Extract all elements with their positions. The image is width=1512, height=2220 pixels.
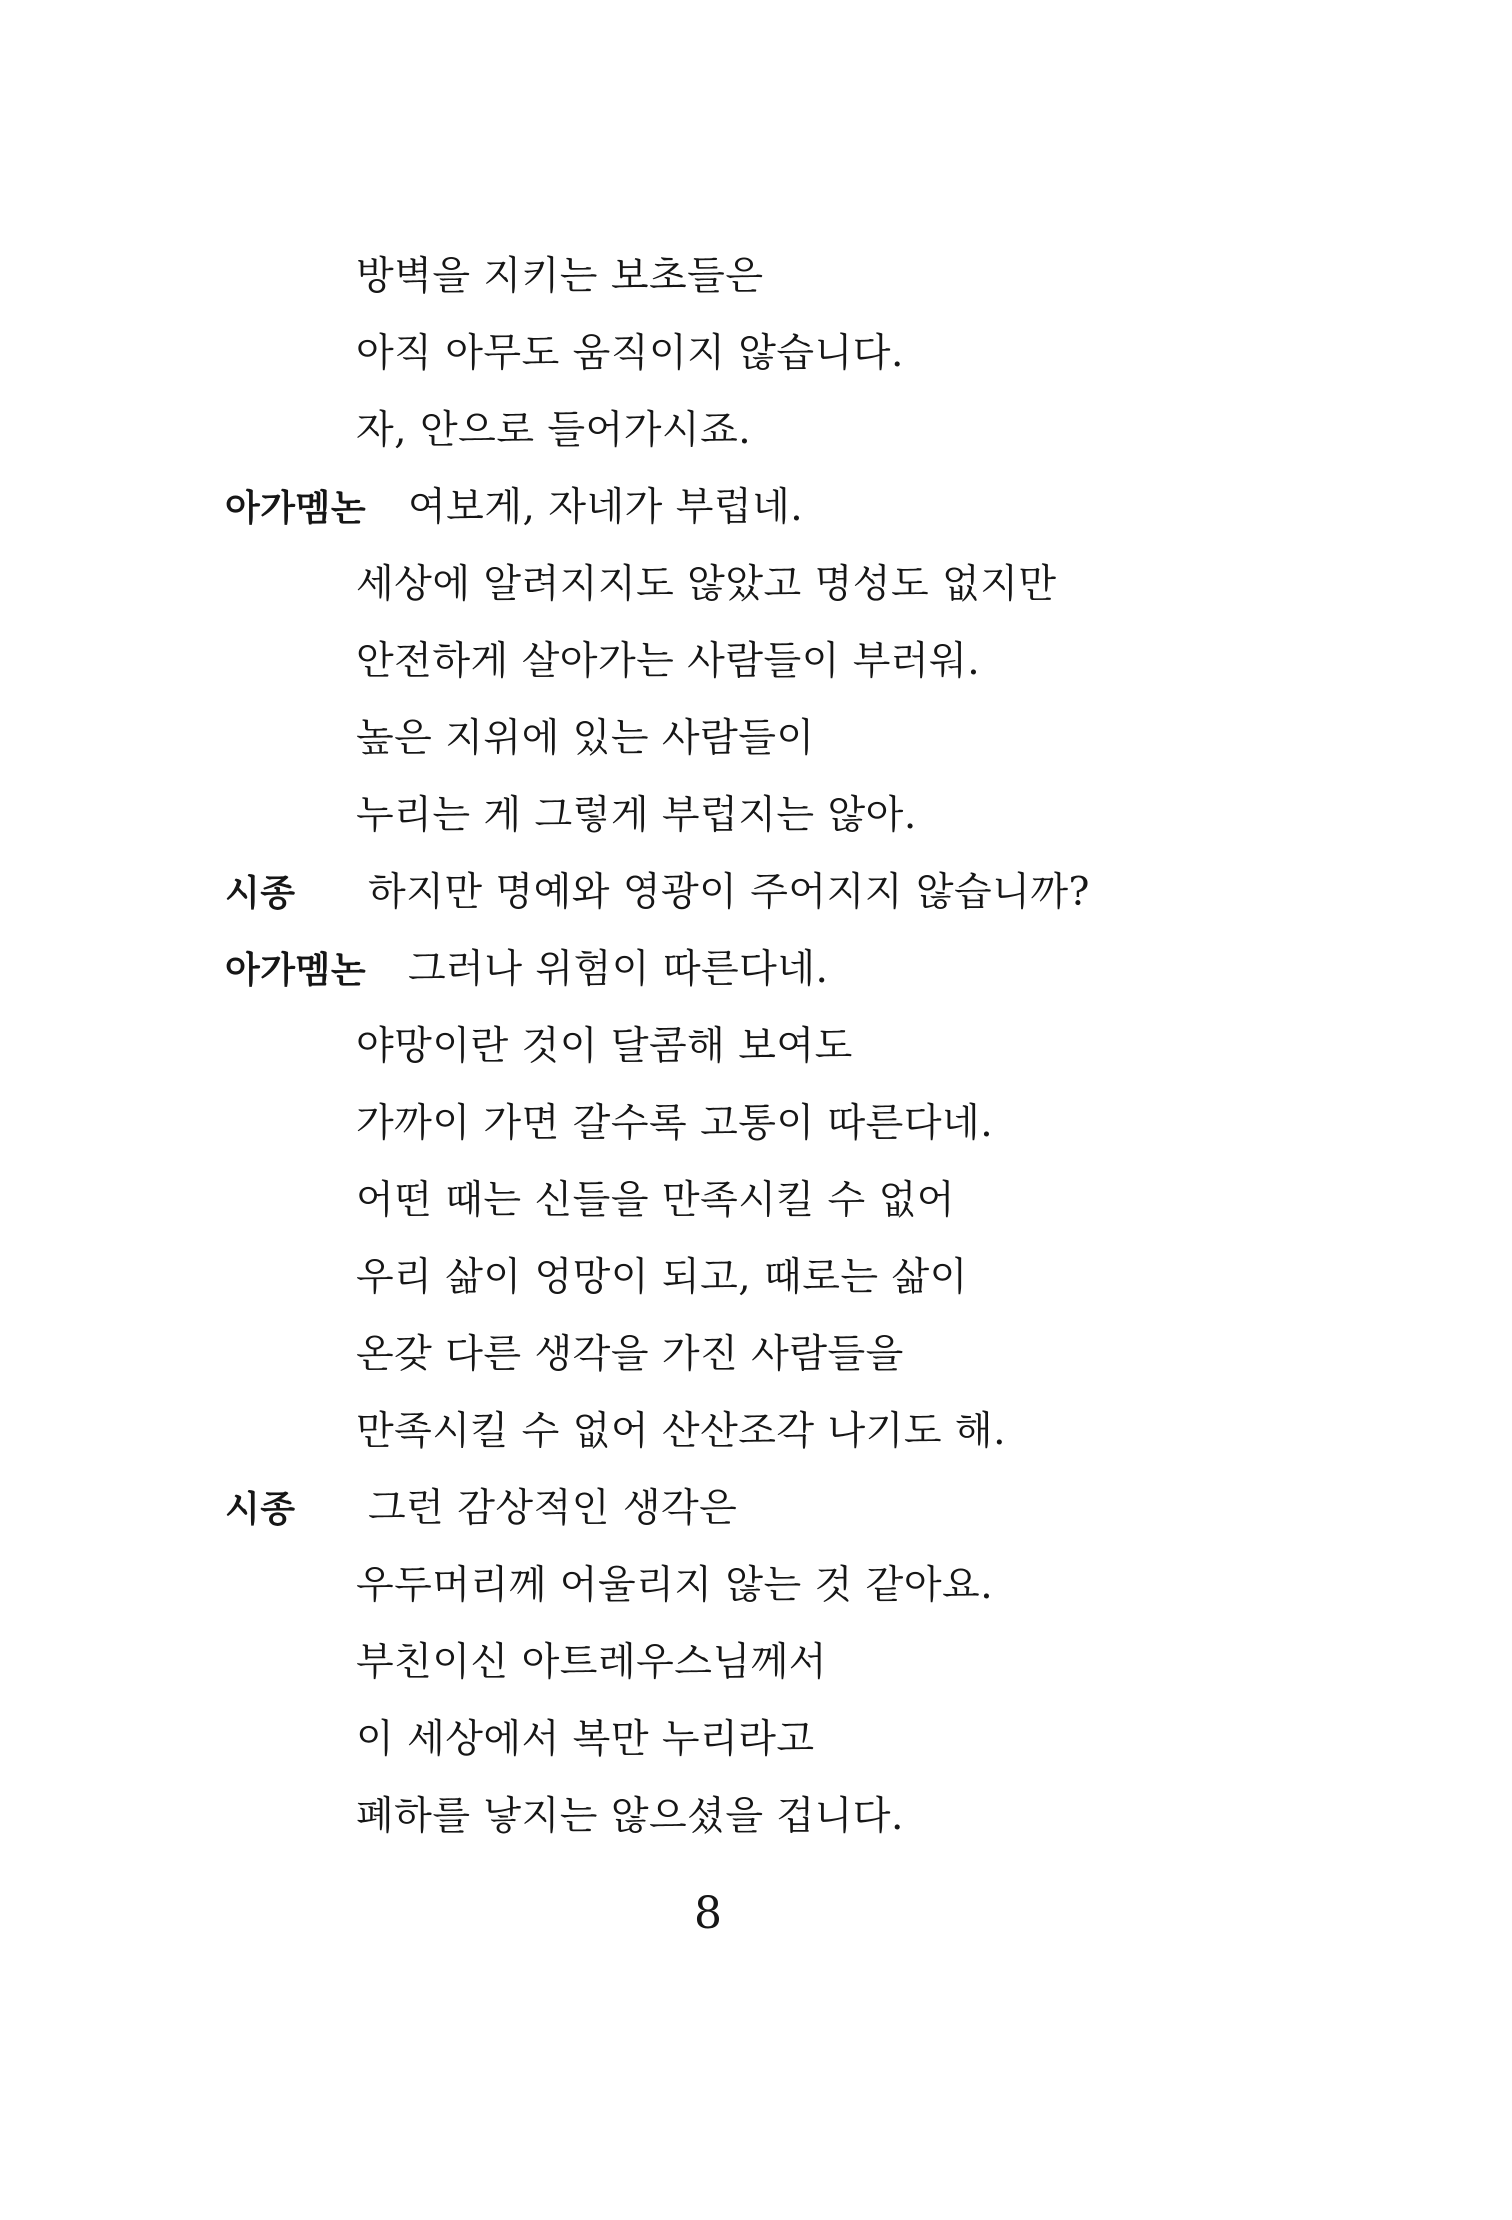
dialog-text: 그런 감상적인 생각은	[368, 1486, 738, 1531]
dialog-continuation-text: 이 세상에서 복만 누리라고	[356, 1717, 815, 1762]
dialog-continuation-text: 아직 아무도 움직이지 않습니다.	[356, 331, 904, 376]
page-number: 8	[694, 1888, 722, 1939]
dialog-continuation-text: 어떤 때는 신들을 만족시킬 수 없어	[356, 1178, 955, 1223]
speaker-label: 아가멤논	[225, 487, 367, 528]
dialog-continuation-text: 폐하를 낳지는 않으셨을 겁니다.	[356, 1794, 904, 1839]
dialog-continuation-text: 높은 지위에 있는 사람들이	[356, 716, 815, 761]
dialog-continuation-text: 야망이란 것이 달콤해 보여도	[356, 1024, 853, 1069]
script-line	[0, 1162, 1512, 1239]
dialog-continuation-text: 자, 안으로 들어가시죠.	[356, 408, 752, 453]
dialog-continuation-text: 부친이신 아트레우스님께서	[356, 1640, 827, 1685]
script-line	[0, 469, 1512, 546]
dialog-continuation-text: 만족시킬 수 없어 산산조각 나기도 해.	[356, 1409, 1006, 1454]
dialog-continuation-text: 가까이 가면 갈수록 고통이 따른다네.	[356, 1101, 994, 1146]
script-line	[0, 392, 1512, 469]
speaker-label: 시종	[225, 872, 296, 913]
dialog-continuation-text: 우리 삶이 엉망이 되고, 때로는 삶이	[356, 1255, 968, 1300]
script-line	[0, 854, 1512, 931]
script-line	[0, 1624, 1512, 1701]
script-line	[0, 1085, 1512, 1162]
dialog-text: 그러나 위험이 따른다네.	[408, 947, 829, 992]
speaker-label: 아가멤논	[225, 949, 367, 990]
script-line	[0, 1547, 1512, 1624]
dialog-continuation-text: 방벽을 지키는 보초들은	[356, 254, 764, 299]
dialog-continuation-text: 누리는 게 그렇게 부럽지는 않아.	[356, 793, 917, 838]
dialog-text: 여보게, 자네가 부럽네.	[408, 485, 804, 530]
script-line	[0, 238, 1512, 315]
script-line	[0, 1701, 1512, 1778]
script-line	[0, 777, 1512, 854]
script-line	[0, 1778, 1512, 1855]
dialog-continuation-text: 세상에 알려지지도 않았고 명성도 없지만	[356, 562, 1057, 607]
dialog-continuation-text: 안전하게 살아가는 사람들이 부러워.	[356, 639, 981, 684]
dialog-continuation-text: 온갖 다른 생각을 가진 사람들을	[356, 1332, 904, 1377]
dialog-text: 하지만 명예와 영광이 주어지지 않습니까?	[368, 870, 1090, 915]
script-line	[0, 1393, 1512, 1470]
script-line	[0, 931, 1512, 1008]
script-line	[0, 1316, 1512, 1393]
script-line	[0, 700, 1512, 777]
dialog-continuation-text: 우두머리께 어울리지 않는 것 같아요.	[356, 1563, 994, 1608]
script-line	[0, 315, 1512, 392]
script-line	[0, 1239, 1512, 1316]
script-line	[0, 1008, 1512, 1085]
script-line	[0, 546, 1512, 623]
script-line	[0, 623, 1512, 700]
speaker-label: 시종	[225, 1488, 296, 1529]
script-line	[0, 1470, 1512, 1547]
